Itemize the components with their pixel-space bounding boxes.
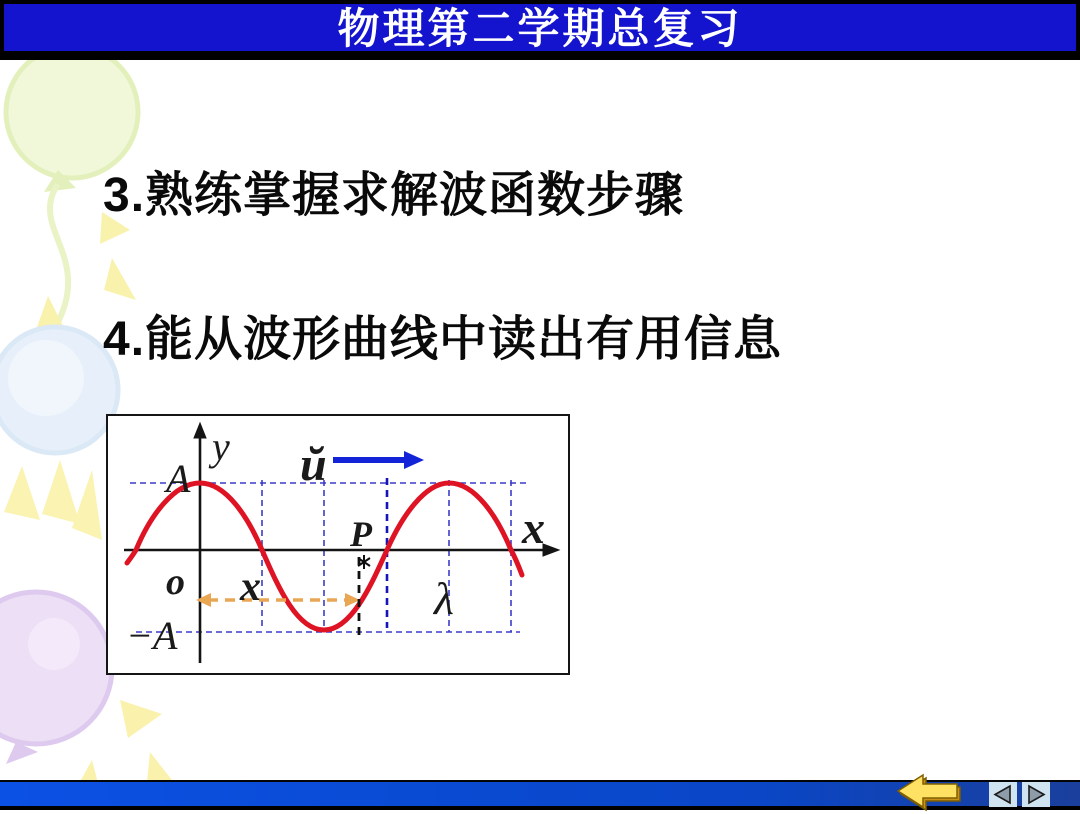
x-axis-arrowhead-icon bbox=[543, 544, 559, 556]
previous-triangle-icon bbox=[995, 786, 1010, 803]
wave-speed-label: ŭ bbox=[300, 438, 327, 491]
y-axis-arrowhead-icon bbox=[194, 423, 206, 438]
wavelength-label: λ bbox=[434, 573, 454, 624]
distance-x-label: x bbox=[240, 564, 261, 610]
x-axis bbox=[124, 544, 559, 556]
navigation-bar bbox=[0, 780, 1080, 810]
amplitude-top-label: A bbox=[166, 456, 191, 501]
y-axis bbox=[194, 423, 206, 663]
wave-diagram bbox=[106, 414, 570, 675]
review-point-3: 3.熟练掌握求解波函数步骤 bbox=[103, 169, 685, 222]
balloon-blue-decoration bbox=[0, 327, 118, 540]
origin-label: o bbox=[166, 561, 185, 603]
guide-grid bbox=[130, 480, 528, 632]
point-p-label: P bbox=[350, 514, 372, 554]
review-point-4: 4.能从波形曲线中读出有用信息 bbox=[103, 313, 783, 366]
title-bar-inner bbox=[4, 4, 1076, 51]
back-button[interactable] bbox=[895, 772, 965, 812]
x-axis-label: x bbox=[522, 502, 545, 553]
distance-x-arrow-icon bbox=[196, 593, 360, 607]
title-bar bbox=[0, 0, 1080, 60]
y-axis-label: y bbox=[212, 424, 230, 469]
slide-title: 物理第二学期总复习 bbox=[337, 5, 743, 52]
wave-speed-arrow-icon bbox=[333, 451, 424, 469]
back-arrow-icon bbox=[898, 775, 960, 810]
previous-slide-button[interactable] bbox=[989, 782, 1017, 807]
amplitude-bottom-label: −A bbox=[126, 613, 178, 658]
next-slide-button[interactable] bbox=[1022, 782, 1050, 807]
next-triangle-icon bbox=[1029, 786, 1044, 803]
